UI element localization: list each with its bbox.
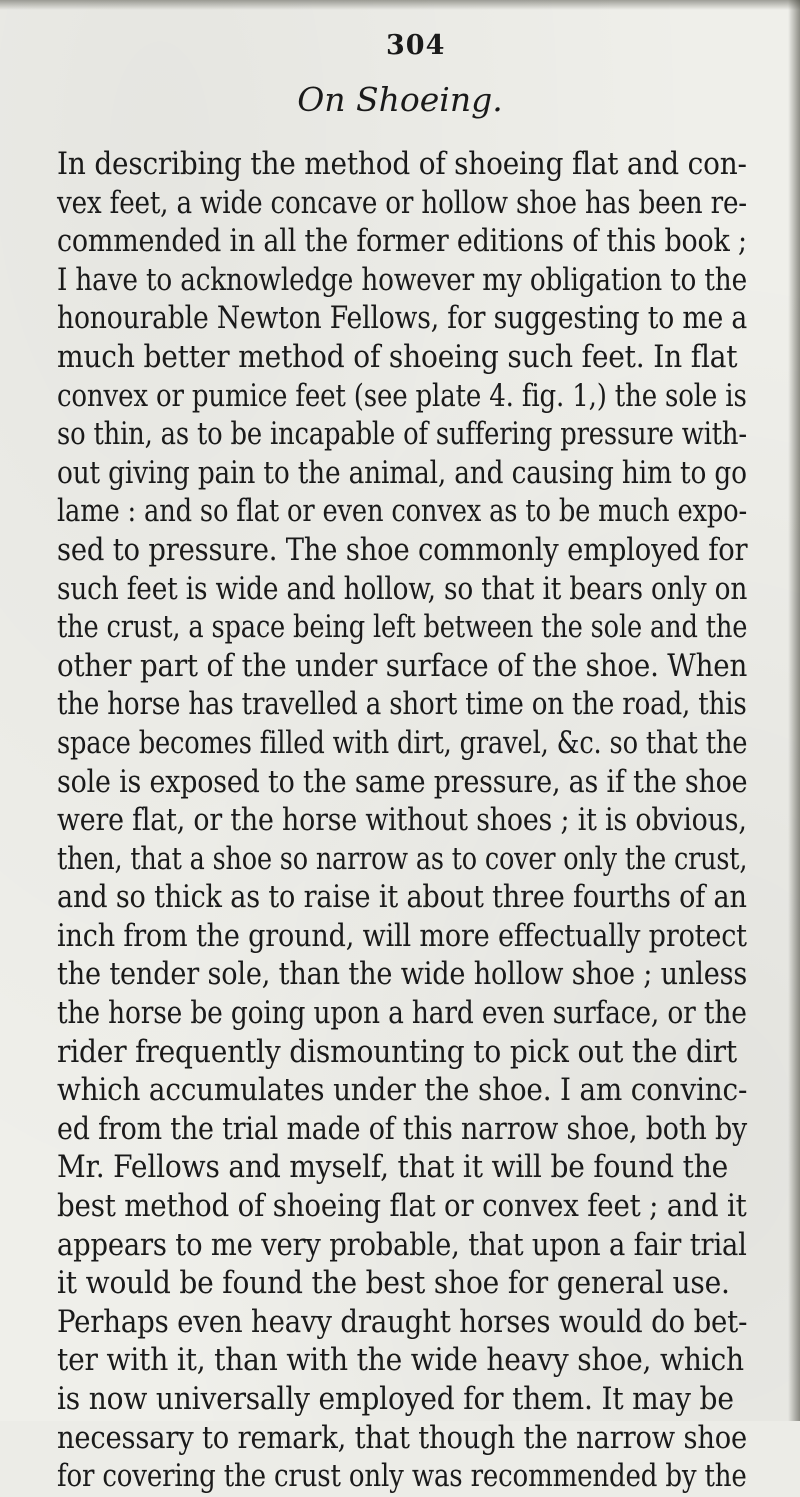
- text-line: convex or pumice feet (see plate 4. fig. 1,) the sole is: [57, 378, 747, 414]
- text-line: and so thick as to raise it about three fourths of an: [57, 880, 747, 916]
- text-line: necessary to remark, that though the narrow shoe: [57, 1420, 748, 1456]
- text-line: the horse has travelled a short time on the road, this: [57, 687, 747, 723]
- text-line: honourable Newton Fellows, for suggesting to me a: [57, 301, 748, 337]
- text-line: commended in all the former editions of this book ;: [57, 224, 747, 260]
- text-line: space becomes filled with dirt, gravel, &c. so that the: [57, 725, 748, 761]
- text-line: so thin, as to be incapable of suffering pressure with-: [57, 417, 747, 453]
- text-line: the horse be going upon a hard even surface, or the: [57, 996, 747, 1032]
- page-number: 304: [386, 30, 446, 61]
- text-line: ter with it, than with the wide heavy shoe, which: [57, 1343, 744, 1379]
- text-line: sole is exposed to the same pressure, as if the shoe: [57, 764, 748, 800]
- body-text: [57, 146, 800, 1497]
- text-line: it would be found the best shoe for general use.: [57, 1266, 730, 1302]
- text-line: inch from the ground, will more effectually protect: [57, 918, 747, 954]
- text-line: the crust, a space being left between the sole and the: [57, 610, 748, 646]
- text-line: were flat, or the horse without shoes ; it is obvious,: [57, 803, 747, 839]
- text-line: for covering the crust only was recommended by the: [57, 1459, 747, 1495]
- text-line: other part of the under surface of the shoe. When: [57, 648, 748, 684]
- text-line: vex feet, a wide concave or hollow shoe has been re-: [57, 185, 747, 221]
- text-line: sed to pressure. The shoe commonly employed for: [57, 532, 748, 568]
- text-line: is now universally employed for them. It may be: [57, 1382, 734, 1417]
- text-line: best method of shoeing flat or convex feet ; and it: [57, 1189, 747, 1225]
- text-line: out giving pain to the animal, and causing him to go: [57, 455, 747, 491]
- text-line: appears to me very probable, that upon a fair trial: [57, 1227, 747, 1263]
- page-top-edge: [0, 0, 800, 10]
- text-line: such feet is wide and hollow, so that it bears only on: [57, 571, 748, 607]
- text-line: Mr. Fellows and myself, that it will be found the: [57, 1150, 729, 1186]
- text-line: rider frequently dismounting to pick out the dirt: [57, 1034, 737, 1070]
- text-line: which accumulates under the shoe. I am convinc-: [57, 1073, 748, 1109]
- text-line: In describing the method of shoeing flat and con-: [57, 147, 747, 182]
- text-line: I have to acknowledge however my obligation to the: [57, 262, 747, 298]
- text-line: lame : and so flat or even convex as to be much expo-: [57, 494, 748, 530]
- text-line: ed from the trial made of this narrow shoe, both by: [57, 1111, 747, 1147]
- text-line: then, that a shoe so narrow as to cover only the crust,: [57, 841, 748, 877]
- text-line: much better method of shoeing such feet. In flat: [57, 339, 738, 375]
- text-line: Perhaps even heavy draught horses would do bet-: [57, 1304, 748, 1340]
- running-head: On Shoeing.: [297, 80, 503, 119]
- text-line: the tender sole, than the wide hollow shoe ; unless: [57, 957, 748, 993]
